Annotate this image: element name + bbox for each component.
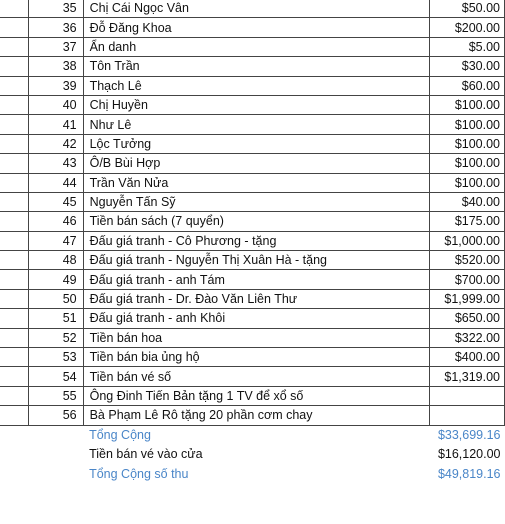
row-number: 43 — [28, 154, 83, 173]
grand-total-label: Tổng Cộng số thu — [89, 466, 189, 481]
row-description: Tiền bán bia ủng hộ — [83, 348, 430, 367]
table-row — [0, 76, 505, 95]
row-description: Tiền bán hoa — [83, 328, 430, 347]
row-number: 45 — [28, 192, 83, 211]
spacer-cell — [0, 464, 28, 483]
row-description: Như Lê — [83, 115, 430, 134]
blank-cell — [0, 37, 28, 56]
row-number: 35 — [28, 0, 83, 18]
row-number: 49 — [28, 270, 83, 289]
row-amount: $100.00 — [430, 154, 505, 173]
row-description: Nguyễn Tấn Sỹ — [83, 192, 430, 211]
table-row — [0, 0, 505, 18]
blank-cell — [0, 348, 28, 367]
blank-cell — [0, 173, 28, 192]
row-number: 37 — [28, 37, 83, 56]
blank-cell — [0, 231, 28, 250]
table-row — [0, 57, 505, 76]
blank-cell — [0, 192, 28, 211]
row-amount: $100.00 — [430, 95, 505, 114]
row-number: 52 — [28, 328, 83, 347]
row-description: Chị Cái Ngọc Vân — [83, 0, 430, 18]
table-row — [0, 192, 505, 211]
row-amount: $30.00 — [430, 57, 505, 76]
row-description: Đấu giá tranh - Dr. Đào Văn Liên Thư — [83, 289, 430, 308]
blank-cell — [0, 309, 28, 328]
blank-cell — [0, 76, 28, 95]
spacer-cell — [28, 464, 83, 483]
table-row — [0, 154, 505, 173]
blank-cell — [0, 0, 28, 18]
table-row — [0, 173, 505, 192]
row-description: Đấu giá tranh - anh Tám — [83, 270, 430, 289]
blank-cell — [0, 406, 28, 425]
row-amount: $700.00 — [430, 270, 505, 289]
row-amount: $520.00 — [430, 251, 505, 270]
row-number: 44 — [28, 173, 83, 192]
blank-cell — [0, 328, 28, 347]
row-amount: $40.00 — [430, 192, 505, 211]
table-row — [0, 231, 505, 250]
row-number: 56 — [28, 406, 83, 425]
table-row — [0, 289, 505, 308]
row-description: Thạch Lê — [83, 76, 430, 95]
row-description: Lộc Tưởng — [83, 134, 430, 153]
table-row — [0, 95, 505, 114]
table-row — [0, 406, 505, 425]
grand-total-row — [0, 464, 505, 483]
row-description: Ẩn danh — [83, 37, 430, 56]
row-number: 46 — [28, 212, 83, 231]
blank-cell — [0, 251, 28, 270]
table-row — [0, 348, 505, 367]
blank-cell — [0, 154, 28, 173]
row-number: 54 — [28, 367, 83, 386]
row-amount: $100.00 — [430, 134, 505, 153]
row-description: Đấu giá tranh - Nguyễn Thị Xuân Hà - tặng — [83, 251, 430, 270]
row-amount: $1,319.00 — [430, 367, 505, 386]
spacer-cell — [0, 425, 28, 444]
table-row — [0, 115, 505, 134]
row-number: 42 — [28, 134, 83, 153]
table-row — [0, 386, 505, 405]
row-number: 51 — [28, 309, 83, 328]
row-number: 47 — [28, 231, 83, 250]
row-amount: $100.00 — [430, 115, 505, 134]
row-description: Tiền bán sách (7 quyển) — [83, 212, 430, 231]
row-description: Đỗ Đăng Khoa — [83, 18, 430, 37]
row-description: Trần Văn Nửa — [83, 173, 430, 192]
row-description: Ông Đinh Tiến Bản tặng 1 TV để xổ số — [83, 386, 430, 405]
table-row — [0, 328, 505, 347]
row-description: Bà Phạm Lê Rô tặng 20 phần cơm chay — [83, 406, 430, 425]
row-amount: $400.00 — [430, 348, 505, 367]
subtotal-label: Tổng Cộng — [89, 428, 151, 443]
row-number: 53 — [28, 348, 83, 367]
blank-cell — [0, 386, 28, 405]
row-amount — [430, 406, 505, 425]
row-amount: $60.00 — [430, 76, 505, 95]
row-amount: $322.00 — [430, 328, 505, 347]
spacer-cell — [28, 444, 83, 463]
row-amount: $1,000.00 — [430, 231, 505, 250]
blank-cell — [0, 289, 28, 308]
blank-cell — [0, 18, 28, 37]
row-amount: $100.00 — [430, 173, 505, 192]
table-row — [0, 270, 505, 289]
row-description: Tôn Trần — [83, 57, 430, 76]
row-amount: $5.00 — [430, 37, 505, 56]
row-amount — [430, 386, 505, 405]
table-row — [0, 37, 505, 56]
blank-cell — [0, 212, 28, 231]
row-amount: $200.00 — [430, 18, 505, 37]
blank-cell — [0, 95, 28, 114]
tickets-value: $16,120.00 — [437, 447, 501, 462]
table-row — [0, 134, 505, 153]
row-number: 55 — [28, 386, 83, 405]
row-number: 39 — [28, 76, 83, 95]
table-row — [0, 309, 505, 328]
tickets-label: Tiền bán vé vào cửa — [89, 447, 203, 462]
row-description: Tiền bán vé số — [83, 367, 430, 386]
subtotal-row — [0, 425, 505, 444]
row-amount: $1,999.00 — [430, 289, 505, 308]
row-description: Ô/B Bùi Hợp — [83, 154, 430, 173]
row-description: Đấu giá tranh - Cô Phương - tặng — [83, 231, 430, 250]
totals-section — [0, 425, 505, 483]
row-amount: $650.00 — [430, 309, 505, 328]
blank-cell — [0, 134, 28, 153]
row-amount: $50.00 — [430, 0, 505, 18]
row-description: Chị Huyền — [83, 95, 430, 114]
table-row — [0, 18, 505, 37]
row-number: 48 — [28, 251, 83, 270]
blank-cell — [0, 57, 28, 76]
spacer-cell — [28, 425, 83, 444]
blank-cell — [0, 367, 28, 386]
row-number: 40 — [28, 95, 83, 114]
tickets-row — [0, 444, 505, 463]
table-row — [0, 212, 505, 231]
table-row — [0, 251, 505, 270]
row-number: 36 — [28, 18, 83, 37]
row-number: 50 — [28, 289, 83, 308]
row-number: 38 — [28, 57, 83, 76]
row-description: Đấu giá tranh - anh Khôi — [83, 309, 430, 328]
spacer-cell — [0, 444, 28, 463]
row-number: 41 — [28, 115, 83, 134]
grand-total-value: $49,819.16 — [437, 466, 501, 481]
blank-cell — [0, 270, 28, 289]
subtotal-value: $33,699.16 — [437, 428, 501, 443]
blank-cell — [0, 115, 28, 134]
row-amount: $175.00 — [430, 212, 505, 231]
table-row — [0, 367, 505, 386]
